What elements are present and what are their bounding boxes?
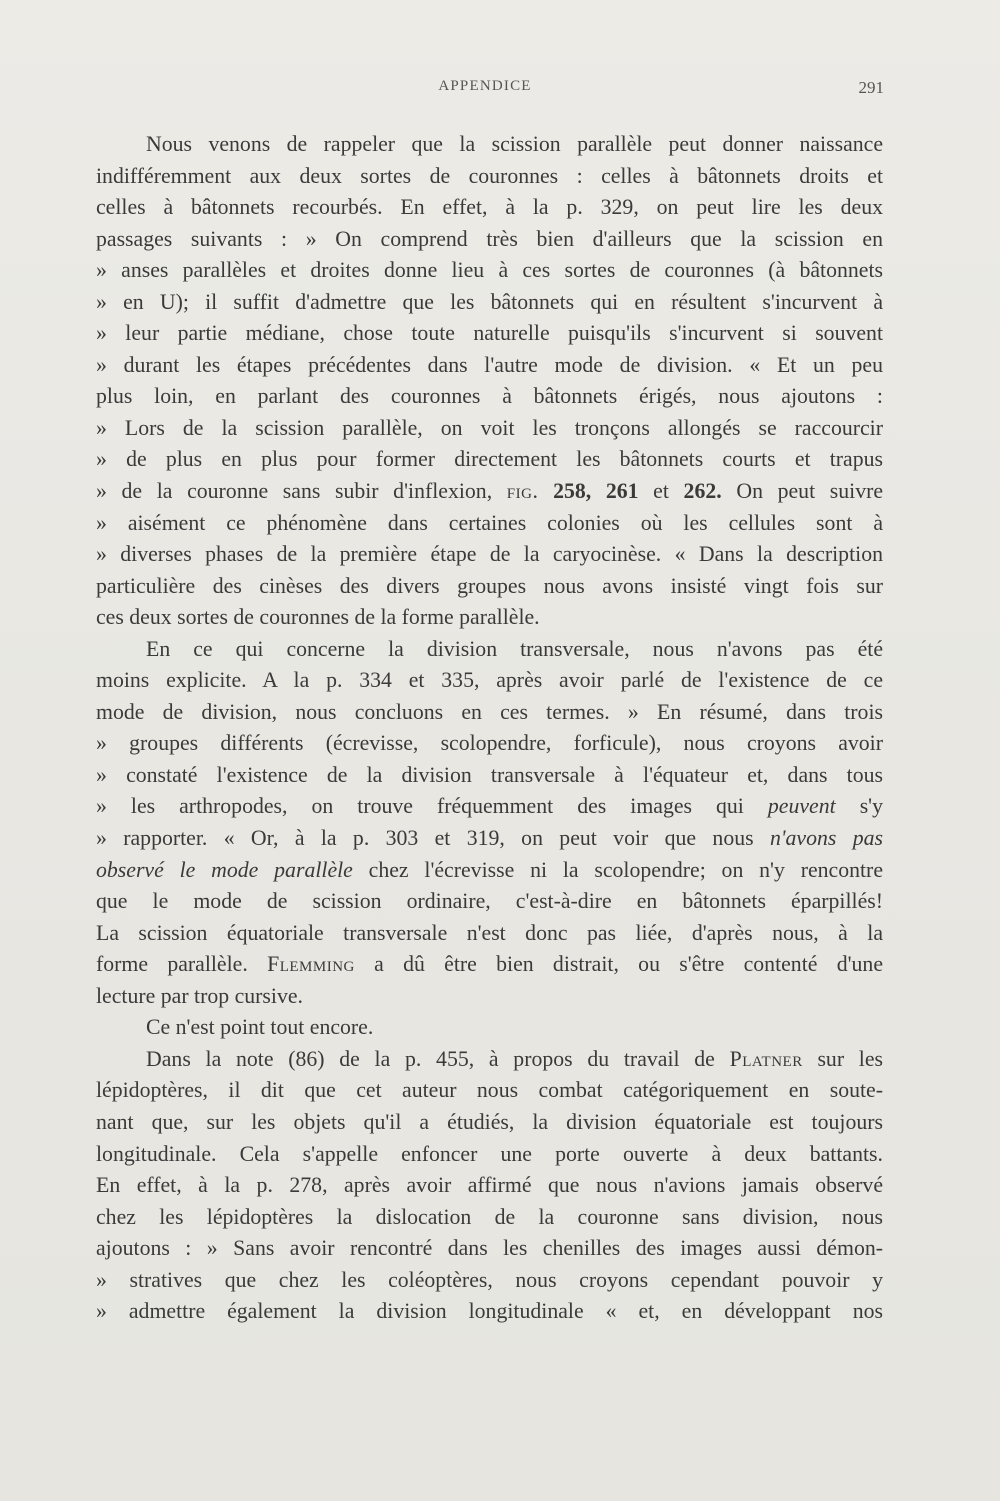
text-line: que le mode de scission ordinaire, c'est-à-dire en bâtonnets éparpillés! xyxy=(96,889,883,914)
text-line: particulière des cinèses des divers groupes nous avons insisté vingt fois sur xyxy=(96,573,883,598)
text-line: » admettre également la division longitudinale « et, en développant nos xyxy=(96,1299,883,1324)
text-line: La scission équatoriale transversale n'est donc pas liée, d'après nous, à la xyxy=(96,920,883,945)
text-line: » aisément ce phénomène dans certaines colonies où les cellules sont à xyxy=(96,510,883,535)
text-line: » Lors de la scission parallèle, on voit les tronçons allongés se raccourcir xyxy=(96,415,883,440)
text-run: forme parallèle. xyxy=(96,952,248,977)
text-line: lecture par trop cursive. xyxy=(96,983,303,1008)
text-line-author xyxy=(96,949,883,981)
text-line: » en U); il suffit d'admettre que les bâtonnets qui en résultent s'incurvent à xyxy=(96,289,883,314)
text-line: longitudinale. Cela s'appelle enfoncer une porte ouverte à deux battants. xyxy=(96,1141,883,1166)
text-line-author xyxy=(96,1044,883,1076)
emphasis: n'avons pas xyxy=(769,826,883,851)
text-run: sur les xyxy=(817,1046,883,1071)
text-line: moins explicite. A la p. 334 et 335, après avoir parlé de l'existence de ce xyxy=(96,668,883,693)
emphasis: observé le mode parallèle xyxy=(96,857,353,882)
text-run: » les arthropodes, on trouve fréquemment des images qui xyxy=(96,794,744,819)
text-run: chez l'écrevisse ni la scolopendre; on n'y rencontre xyxy=(368,857,883,882)
author-name: Platner xyxy=(729,1046,803,1071)
text-line: En effet, à la p. 278, après avoir affirmé que nous n'avions jamais observé xyxy=(96,1173,883,1198)
text-line: » leur partie médiane, chose toute naturelle puisqu'ils s'incurvent si souvent xyxy=(96,321,883,346)
text-line: » groupes différents (écrevisse, scolopendre, forficule), nous croyons avoir xyxy=(96,731,883,756)
text-run: Dans la note (86) de la p. 455, à propos du travail de xyxy=(146,1046,715,1071)
text-line: Ce n'est point tout encore. xyxy=(146,1015,374,1040)
text-line-figure-ref xyxy=(96,476,883,508)
text-line: plus loin, en parlant des couronnes à bâtonnets érigés, nous ajoutons : xyxy=(96,384,883,409)
figure-abbrev: fig. xyxy=(506,479,539,504)
emphasis: peuvent xyxy=(767,794,836,819)
text-line: chez les lépidoptères la dislocation de la couronne sans division, nous xyxy=(96,1204,883,1229)
text-line: Nous venons de rappeler que la scission parallèle peut donner naissance xyxy=(146,132,883,156)
text-line: » constaté l'existence de la division transversale à l'équateur et, dans tous xyxy=(96,762,883,787)
text-run: » de la couronne sans subir d'inflexion, xyxy=(96,479,493,504)
text-line: mode de division, nous concluons en ces termes. » En résumé, dans trois xyxy=(96,699,883,724)
text-line-italic xyxy=(96,791,883,823)
text-line: ces deux sortes de couronnes de la forme parallèle. xyxy=(96,605,540,630)
text-run: a dû être bien distrait, ou s'être contenté d'une xyxy=(374,952,883,977)
running-head xyxy=(0,78,1000,100)
text-line: nant que, sur les objets qu'il a étudiés, la division équatoriale est toujours xyxy=(96,1109,883,1134)
text-line: indifféremment aux deux sortes de couronnes : celles à bâtonnets droits et xyxy=(96,163,883,188)
text-run: s'y xyxy=(859,794,883,819)
page-number: 291 xyxy=(858,78,884,97)
text-line: » de plus en plus pour former directement les bâtonnets courts et trapus xyxy=(96,447,883,472)
text-line: lépidoptères, il dit que cet auteur nous combat catégoriquement en soute- xyxy=(96,1078,883,1103)
text-run: » rapporter. « Or, à la p. 303 et 319, on peut voir que nous xyxy=(96,826,754,851)
figure-numbers: 258, 261 xyxy=(553,479,639,504)
text-line: » durant les étapes précédentes dans l'autre mode de division. « Et un peu xyxy=(96,352,883,377)
text-line: En ce qui concerne la division transversale, nous n'avons pas été xyxy=(146,636,883,661)
figure-number-last: 262. xyxy=(683,479,722,504)
text-line: ajoutons : » Sans avoir rencontré dans les chenilles des images aussi démon- xyxy=(96,1236,883,1261)
running-title: APPENDICE xyxy=(438,78,532,94)
text-line: » stratives que chez les coléoptères, nous croyons cependant pouvoir y xyxy=(96,1267,883,1292)
text-run: et xyxy=(653,479,669,504)
text-line: celles à bâtonnets recourbés. En effet, à la p. 329, on peut lire les deux xyxy=(96,195,883,220)
paper-speck xyxy=(236,1478,240,1486)
text-line: » diverses phases de la première étape de la caryocinèse. « Dans la description xyxy=(96,542,883,567)
body-text xyxy=(96,129,883,1328)
author-name: Flemming xyxy=(267,952,355,977)
text-line: passages suivants : » On comprend très bien d'ailleurs que la scission en xyxy=(96,226,883,251)
text-line-italic xyxy=(96,823,883,855)
text-line: » anses parallèles et droites donne lieu à ces sortes de couronnes (à bâtonnets xyxy=(96,258,883,283)
text-line-italic xyxy=(96,855,883,887)
text-run: On peut suivre xyxy=(736,479,883,504)
